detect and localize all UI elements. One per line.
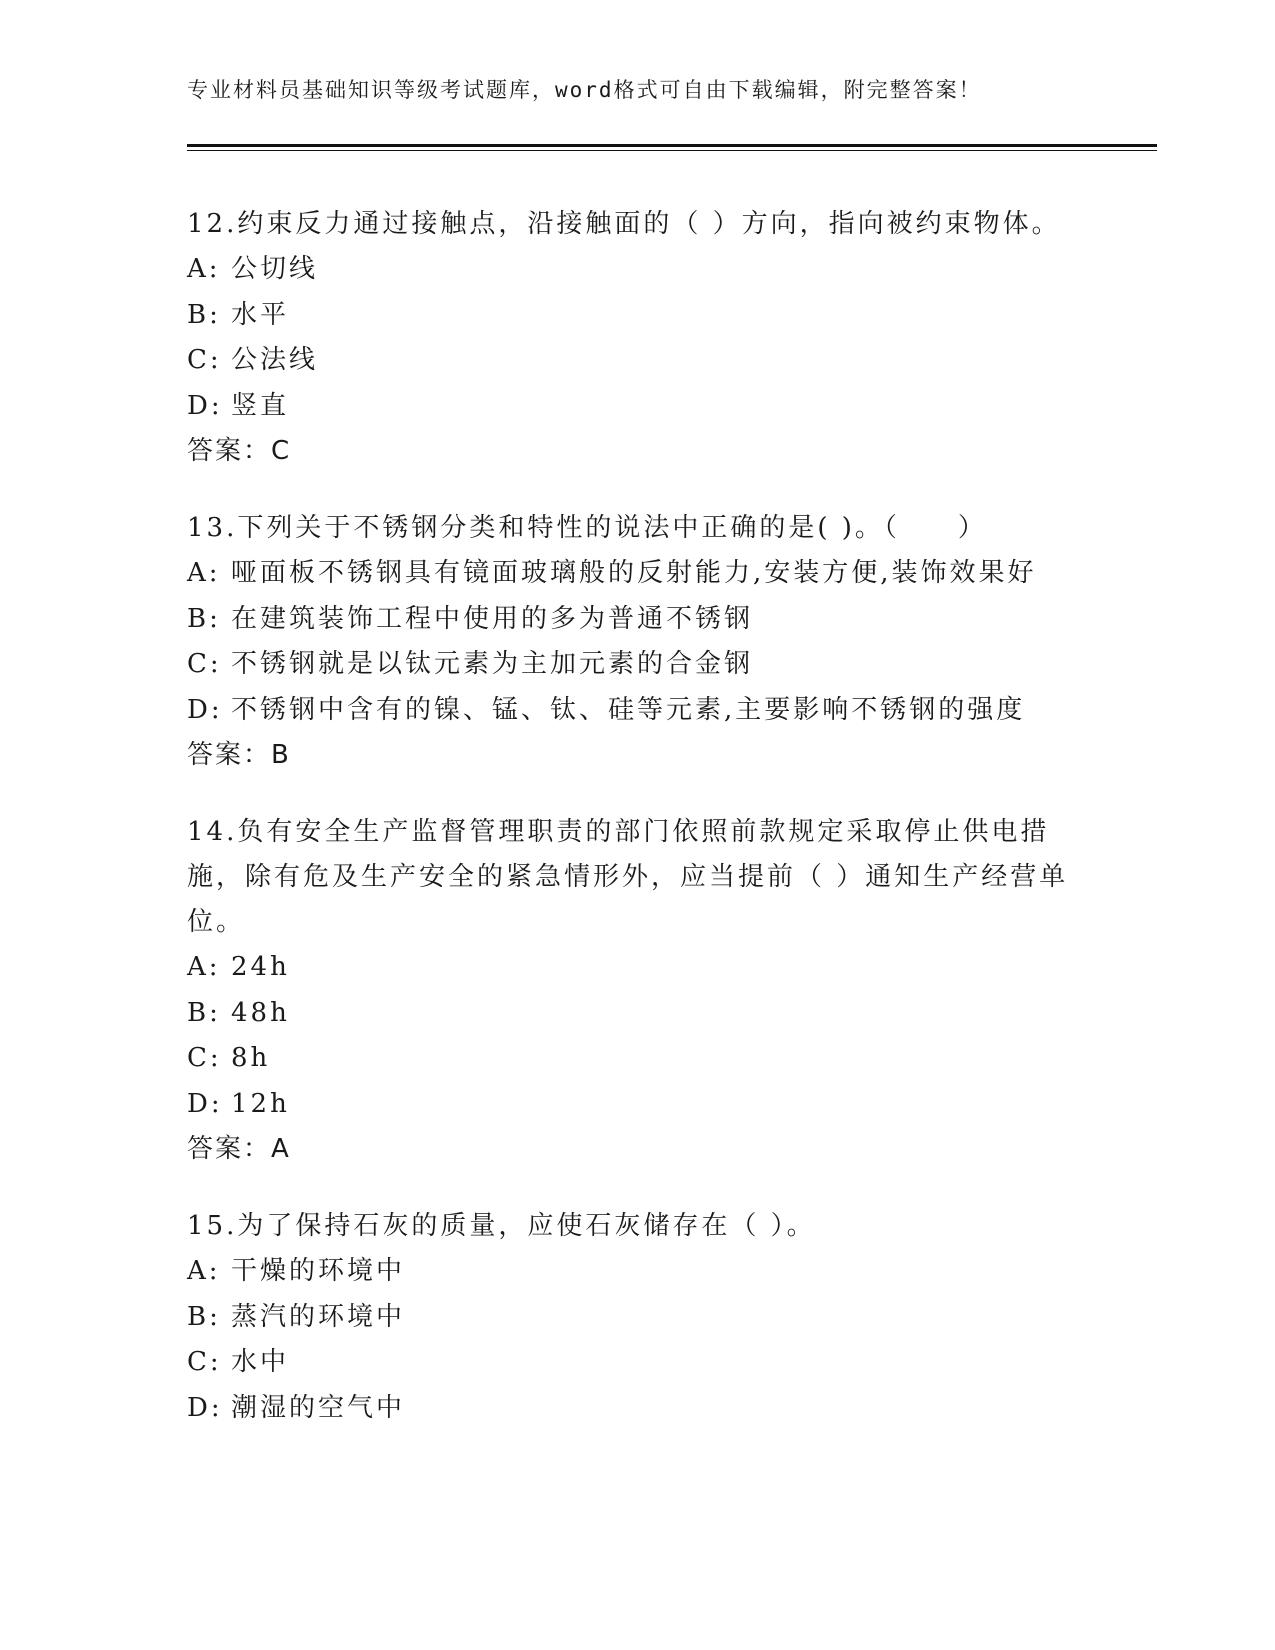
option-letter: A: [187,952,221,982]
option-letter: C: [187,1043,222,1073]
option-letter: C: [187,1347,222,1377]
option-d [187,688,1087,734]
option-text: 不锈钢中含有的镍、锰、钛、硅等元素,主要影响不锈钢的强度 [231,694,1026,725]
option-text: 48h [231,997,290,1028]
option-text: 潮湿的空气中 [231,1392,406,1423]
question-text: 14.负有安全生产监督管理职责的部门依照前款规定采取停止供电措施，除有危及生产安全的紧急情形外，应当提前（ ）通知生产经营单位。 [187,817,1069,937]
question-12 [187,202,1087,474]
option-c [187,642,1087,688]
option-text: 8h [231,1043,271,1073]
option-b [187,1295,1087,1341]
option-a [187,1249,1087,1295]
answer-line: 答案：A [187,1134,291,1164]
option-b [187,597,1087,643]
option-text: 竖直 [231,390,290,421]
option-a [187,551,1087,597]
question-text: 13.下列关于不锈钢分类和特性的说法中正确的是( )。（ ） [187,513,987,543]
page-header: 专业材料员基础知识等级考试题库，word格式可自由下载编辑，附完整答案！ [187,78,982,102]
question-text: 12.约束反力通过接触点，沿接触面的（ ）方向，指向被约束物体。 [187,209,1061,239]
option-text: 不锈钢就是以钛元素为主加元素的合金钢 [231,649,754,679]
option-d [187,384,1087,430]
option-d [187,1082,1087,1128]
option-letter: B: [187,1301,221,1332]
question-14 [187,810,1087,1172]
option-d [187,1386,1087,1432]
option-letter: A: [187,558,221,588]
option-letter: B: [187,603,221,634]
option-c [187,1340,1087,1386]
option-text: 水平 [231,299,290,330]
option-letter: B: [187,299,221,330]
answer-line: 答案：B [187,740,291,770]
option-letter: A: [187,1256,221,1286]
option-letter: D: [187,694,223,725]
question-list [187,202,1087,1463]
header-rule-thick [187,144,1157,147]
answer-line: 答案：C [187,436,292,466]
header-rule-thin [187,150,1157,151]
question-15 [187,1204,1087,1431]
option-text: 公法线 [231,345,319,375]
option-letter: A: [187,254,221,284]
option-text: 12h [231,1088,290,1119]
option-letter: C: [187,345,222,375]
option-c [187,1036,1087,1082]
option-text: 公切线 [231,254,319,284]
question-13 [187,506,1087,778]
option-letter: D: [187,1392,223,1423]
option-c [187,338,1087,384]
option-b [187,991,1087,1037]
option-text: 水中 [231,1347,290,1377]
option-a [187,247,1087,293]
question-text: 15.为了保持石灰的质量，应使石灰储存在（ ）。 [187,1211,816,1241]
option-text: 24h [231,952,290,982]
option-text: 哑面板不锈钢具有镜面玻璃般的反射能力,安装方便,装饰效果好 [231,558,1037,588]
option-text: 干燥的环境中 [231,1256,406,1286]
option-letter: C: [187,649,222,679]
option-text: 在建筑装饰工程中使用的多为普通不锈钢 [231,603,754,634]
option-letter: D: [187,1088,223,1119]
option-letter: B: [187,997,221,1028]
option-letter: D: [187,390,223,421]
option-a [187,945,1087,991]
option-b [187,293,1087,339]
option-text: 蒸汽的环境中 [231,1301,406,1332]
